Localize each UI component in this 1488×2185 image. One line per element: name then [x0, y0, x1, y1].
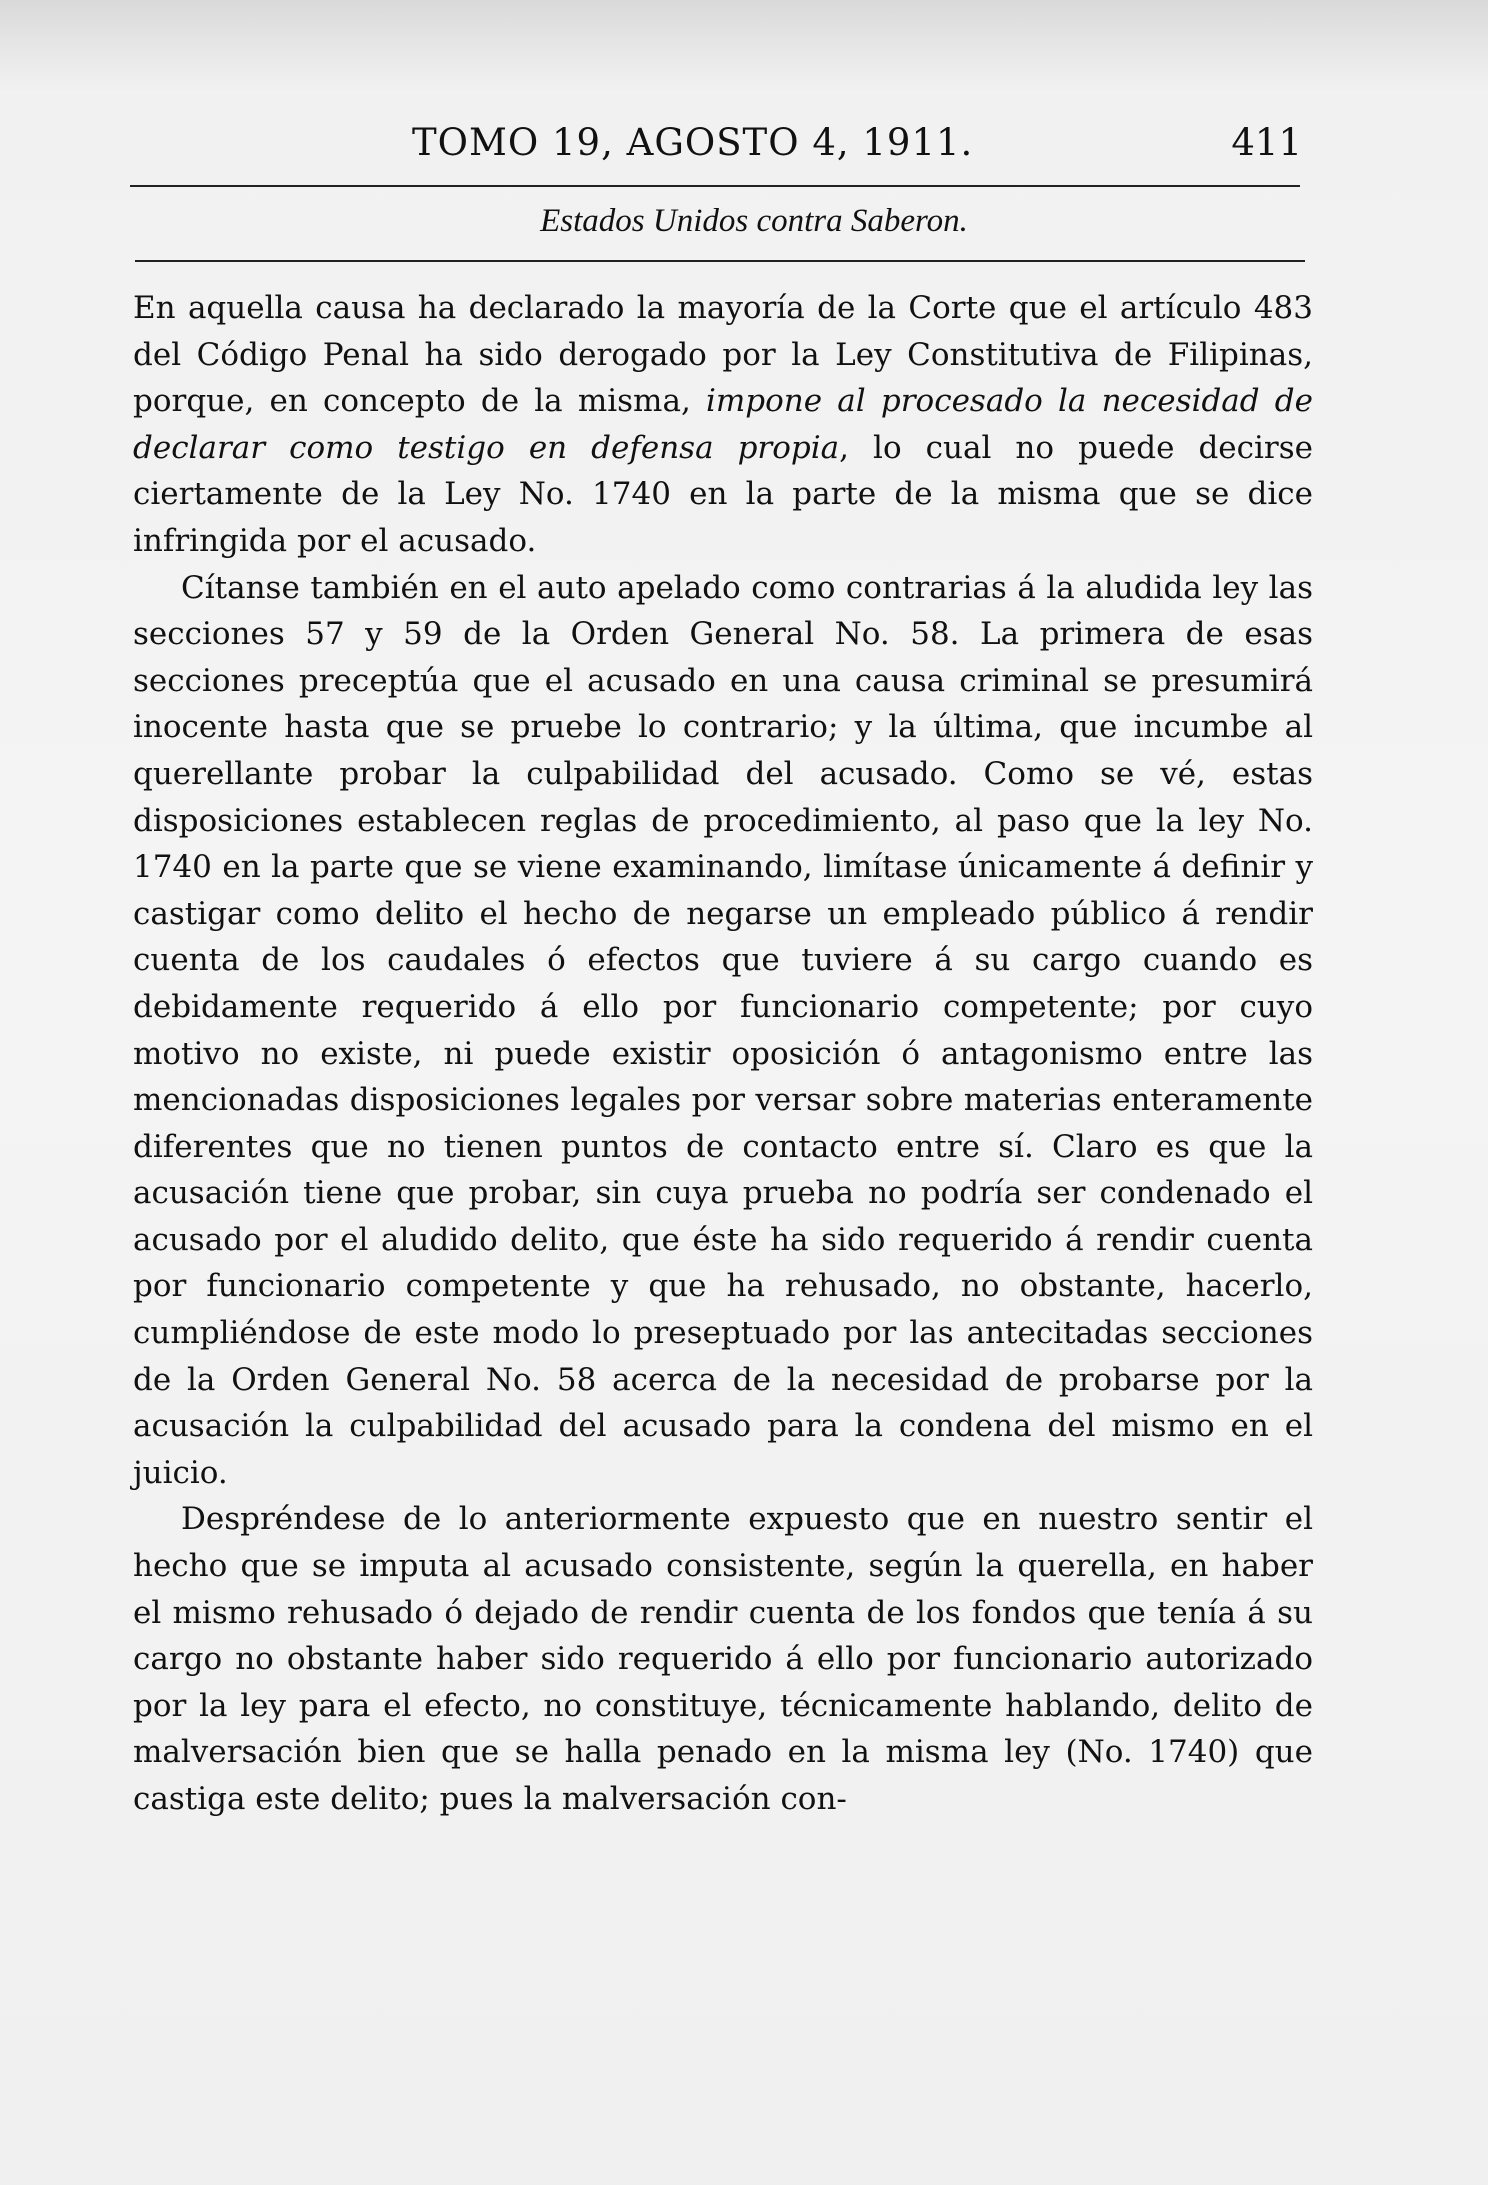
scan-top-margin [0, 0, 1488, 95]
paragraph-1 [133, 285, 1313, 565]
paragraph-1-text-end: , lo cual no puede decirse ciertamente de la Ley No. 1740 en la parte de la misma que se dice infringida por el acusado. [133, 429, 1313, 559]
paragraph-2 [133, 565, 1313, 1497]
paragraph-1-italic-phrase: impone al procesado la necesidad de declarar como testigo en defensa propia [133, 383, 1313, 466]
paragraph-2-text: Cítanse también en el auto apelado como contrarias á la aludida ley las secciones 57 y 59 de la Orden General No. 58. La primera de esas secciones preceptúa que el acusado en una causa criminal se presumirá inocente hasta que se pruebe lo contrario; y la última, que incumbe al querellante probar la culpabilidad del acusado. Como se vé, estas disposiciones establecen reglas de procedimiento, al paso que la ley No. 1740 en la parte que se viene examinando, limítase únicamente á definir y castigar como delito el hecho de negarse un empleado público á rendir cuenta de los caudales ó efectos que tuviere á su cargo cuando es debidamente requerido á ello por funcionario competente; por cuyo motivo no existe, ni puede existir oposición ó antagonismo entre las mencionadas disposiciones legales por versar sobre materias enteramente diferentes que no tienen puntos de contacto entre sí. Claro es que la acusación tiene que probar, sin cuya prueba no podría ser condenado el acusado por el aludido delito, que éste ha sido requerido á rendir cuenta por funcionario competente y que ha rehusado, no obstante, hacerlo, cumpliéndose de este modo lo preseptuado por las antecitadas secciones de la Orden General No. 58 acerca de la necesidad de probarse por la acusación la culpabilidad del acusado para la condena del mismo en el juicio. [133, 569, 1313, 1491]
header-rule-bottom [135, 260, 1305, 262]
book-page [0, 95, 1488, 2185]
paragraph-1-text: En aquella causa ha declarado la mayoría de la Corte que el artículo 483 del Código Penal ha sido derogado por la Ley Constitutiva de Filipinas, porque, en concepto de la misma, [133, 290, 1313, 420]
running-head [262, 121, 1302, 181]
page-number: 411 [1231, 121, 1302, 164]
body-text [133, 285, 1313, 1823]
case-title: Estados Unidos contra Saberon. [540, 203, 968, 239]
paragraph-3 [133, 1496, 1313, 1822]
running-title: TOMO 19, AGOSTO 4, 1911. [412, 121, 974, 164]
paragraph-3-text: Despréndese de lo anteriormente expuesto que en nuestro sentir el hecho que se imputa al acusado consistente, según la querella, en haber el mismo rehusado ó dejado de rendir cuenta de los fondos que tenía á su cargo no obstante haber sido requerido á ello por funcionario autorizado por la ley para el efecto, no constituye, técnicamente hablando, delito de malversación bien que se halla penado en la misma ley (No. 1740) que castiga este delito; pues la malversación con- [133, 1501, 1313, 1817]
header-rule-top [130, 185, 1300, 187]
